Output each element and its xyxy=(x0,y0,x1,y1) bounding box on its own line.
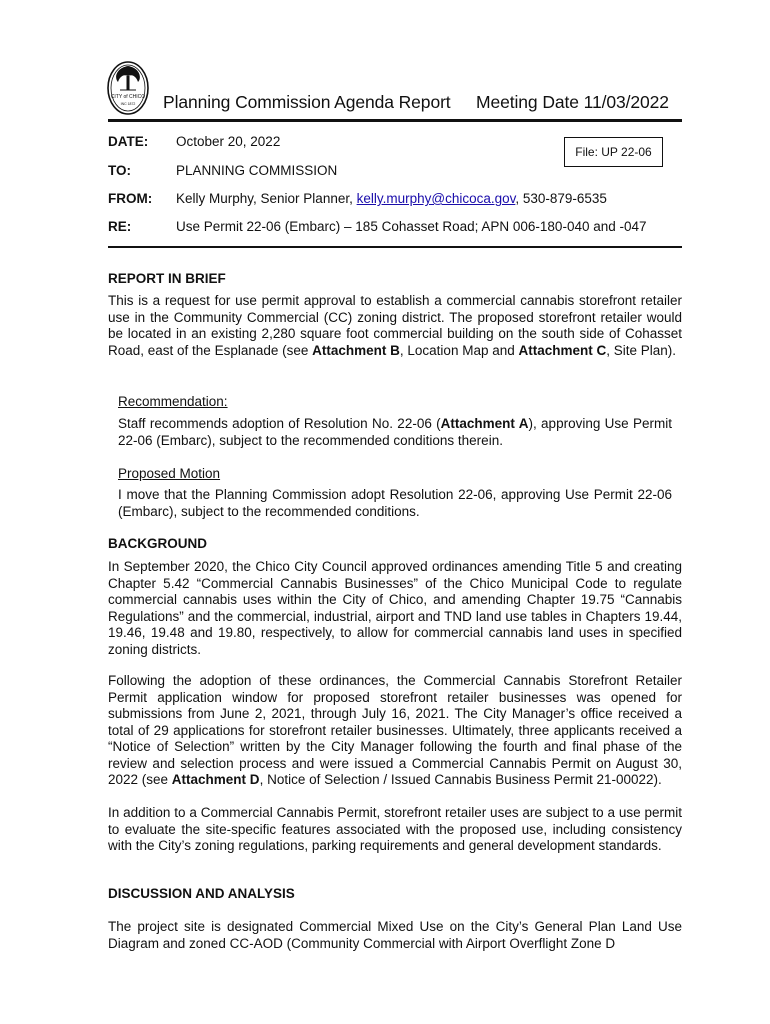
header-divider xyxy=(108,119,682,122)
date-label: DATE: xyxy=(108,134,149,149)
logo-year: INC 1872 xyxy=(120,102,136,106)
background-paragraph-3: In addition to a Commercial Cannabis Permit, storefront retailer uses are subject to a use permit to evaluate the site-specific features associated with the proposed use, including consistency with the City’s zoning regulations, parking requirements and general development standards. xyxy=(108,805,682,853)
from-value xyxy=(176,191,607,206)
background-paragraph-2: Following the adoption of these ordinances, the Commercial Cannabis Storefront Retailer Permit application window for proposed storefront retailer businesses was opened for submissions from June 2, 2021, through July 16, 2021. The City Manager’s office received a total of 29 applications for storefront retailer businesses. Ultimately, three applicants received a “Notice of Selection” written by the City Manager following the fourth and final phase of the review and selection process and were issued a Commercial Cannabis Permit on August 30, 2022 (see Attachment D, Notice of Selection / Issued Cannabis Business Permit 21-00022). xyxy=(108,673,682,787)
from-prefix: Kelly Murphy, Senior Planner, xyxy=(176,191,357,206)
file-number: File: UP 22-06 xyxy=(575,145,652,159)
background-heading: BACKGROUND xyxy=(108,536,207,551)
to-label: TO: xyxy=(108,163,131,178)
report-in-brief-heading: REPORT IN BRIEF xyxy=(108,271,226,286)
attachment-c: Attachment C xyxy=(518,342,607,358)
logo-text: CITY of CHICO xyxy=(110,94,146,100)
from-suffix: , 530-879-6535 xyxy=(515,191,607,206)
meeting-date: Meeting Date 11/03/2022 xyxy=(476,92,669,112)
proposed-motion-heading: Proposed Motion xyxy=(118,466,221,481)
attachment-a: Attachment A xyxy=(440,416,529,431)
email-link[interactable]: kelly.murphy@chicoca.gov xyxy=(356,191,516,206)
recommendation-text: Staff recommends adoption of Resolution No. 22-06 (Attachment A), approving Use Permit 22-06 (Embarc), subject to the recommended conditions therein. xyxy=(118,416,672,448)
report-title: Planning Commission Agenda Report xyxy=(163,92,451,112)
from-label: FROM: xyxy=(108,191,153,206)
discussion-paragraph: The project site is designated Commercial Mixed Use on the City’s General Plan Land Use Diagram and zoned CC-AOD (Community Commercial with Airport Overflight Zone D xyxy=(108,919,682,951)
to-value: PLANNING COMMISSION xyxy=(176,163,338,178)
proposed-motion-text: I move that the Planning Commission adopt Resolution 22-06, approving Use Permit 22-06 (Embarc), subject to the recommended conditions. xyxy=(118,487,672,519)
background-paragraph-1: In September 2020, the Chico City Council approved ordinances amending Title 5 and creating Chapter 5.42 “Commercial Cannabis Businesses” of the Chico Municipal Code to regulate commercial cannabis uses within the City of Chico, and amending Chapter 19.75 “Cannabis Regulations” and the commercial, industrial, airport and TND land use tables in Chapters 19.44, 19.46, 19.48 and 19.80, respectively, to allow for commercial cannabis land uses in specified zoning districts. xyxy=(108,559,682,657)
city-seal-logo xyxy=(106,60,150,116)
attachment-b: Attachment B xyxy=(312,342,400,358)
attachment-d: Attachment D xyxy=(171,772,260,787)
re-label: RE: xyxy=(108,219,132,234)
date-value: October 20, 2022 xyxy=(176,134,281,149)
discussion-heading: DISCUSSION AND ANALYSIS xyxy=(108,886,295,901)
file-number-box xyxy=(564,137,663,167)
re-value: Use Permit 22-06 (Embarc) – 185 Cohasset Road; APN 006-180-040 and -047 xyxy=(176,219,647,234)
memo-divider xyxy=(108,246,682,248)
recommendation-heading: Recommendation: xyxy=(118,394,228,409)
brief-paragraph: This is a request for use permit approval to establish a commercial cannabis storefront retailer use in the Community Commercial (CC) zoning district. The proposed storefront retailer would be located in an existing 2,280 square foot commercial building on the south side of Cohasset Road, east of the Esplanade (see Attachment B, Location Map and Attachment C, Site Plan). xyxy=(108,293,682,358)
